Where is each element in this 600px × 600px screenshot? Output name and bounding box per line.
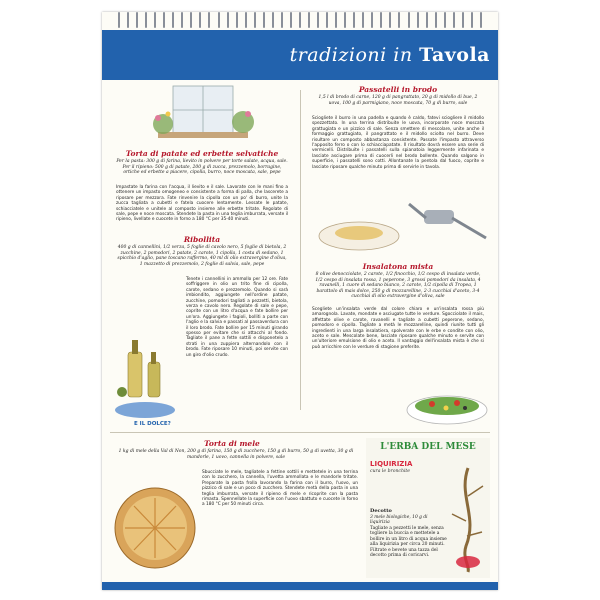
- erba-del-mese-title: L'ERBA DEL MESE: [380, 442, 476, 452]
- salad-bowl-illustration: [402, 384, 492, 429]
- torta-mele-text: Sbucciate le mele, tagliatele a fettine sottili e mettetele in una terrina con lo zucchero, la cannella, l'uvetta ammollata e le mandorle tritate. Preparate la pasta frolla lavorando la farina con il burro, l'uovo, un pizzico di sale e un poco di zucchero. Stendete metà della pasta in una teglia imburrata, versate il ripieno di mele e ricoprite con la pasta rimasta. Spennellate la superficie con l'uovo sbattuto e cuocete in forno a 180 °C per 50 minuti circa.: [202, 470, 358, 508]
- passatelli-title: Passatelli in brodo: [358, 85, 438, 94]
- section-divider: [110, 432, 490, 433]
- erba-del-mese-box: [366, 438, 490, 578]
- page-header: [102, 30, 498, 80]
- calendar-page: [102, 12, 498, 590]
- passatelli-illustration: [314, 198, 489, 258]
- oil-bottles-illustration: [110, 332, 180, 422]
- torta-mele-title: Torta di mele: [204, 439, 260, 448]
- column-divider: [300, 90, 301, 410]
- torta-patate-title: Torta di patate ed erbette selvatiche: [125, 149, 279, 158]
- insalatona-text: Scegliete un'insalata verde dal colore chiaro e un'insalata rossa più amarognola. Lavate, mondate e asciugate tutte le verdure. Sgocciolate il mais, affettate olive e carote, ravanelli e tagliate a cubetti peperone, sedano, pomodoro e cipolla. Tagliate a metà le mozzarelline, quindi riunite tutti gli ingredienti in una larga insalatiera, spolverate con le erbe e condite con olio, aceto e sale. Mescolate bene, lasciate riposare qualche minuto e servite con un'ulteriore emulsione di olio e aceto. Il vantaggio dell'insalata mista è che si può arricchire con le verdure di stagione preferite.: [312, 307, 484, 350]
- ribollita-title: Ribollita: [183, 235, 221, 244]
- title-suffix: Tavola: [419, 44, 490, 66]
- decotto-title: Decotto: [370, 508, 392, 514]
- insalatona-title: Insalatona mista: [362, 262, 434, 271]
- passatelli-text: Sciogliete il burro in una padella e quando è caldo, fatevi sciogliere il midollo spezzettato. In una terrina distribuite le uova, incorporate noce moscata grattugiata e un pizzico di sale. Senza smettere di mescolare, unite anche il formaggio grattugiato, il pangrattato e il midollo sciolto nel burro. Deve risultare un composto abbastanza consistente. Passate l'impasto attraverso l'apposito ferro o con lo schiacciapatate. Il risultato dovrà essere una serie di vermicelli. Distribuite i passatelli sulla spianatoia leggermente infarinata e lasciate asciugare prima di cuocerli nel brodo bollente. Quando salgono in superficie, i passatelli sono cotti. Allontanate la pentola dal fuoco, coprite e lasciate riposare qualche minuto prima di servirle in tavola.: [312, 116, 484, 170]
- decotto-ingredients: 3 mele biologiche, 10 g di liquirizia: [370, 515, 428, 525]
- herb-subtitle: cura le bronchite: [370, 469, 411, 474]
- torta-patate-text: Impastate la farina con l'acqua, il lievito e il sale. Lavorate con le mani fino a ottenere un impasto omogeneo e consistente a forma di palla, che lascerete a riposare per mezzora. Fate rinvenire la cipolla con un po' di burro, unite la zucca tagliata a cubetti e fatela cuocere lentamente. Lessate le patate, schiacciatele e unitele al composto insieme alle erbette tritate. Regolate di sale, pepe e noce moscata. Stendete la pasta in una teglia imburrata, versate il ripieno, livellate e cuocete in forno a 180 °C per 35-40 minuti.: [116, 185, 288, 223]
- decotto-text: Tagliate a pezzetti le mele, senza togliere la buccia e mettetele a bollire in un litro di acqua insieme alla liquirizia per circa 20 minuti. Filtrate e bevete una tazza del decotto prima di coricarvi.: [370, 526, 447, 559]
- herb-name: LIQUIRIZIA: [370, 460, 413, 468]
- ribollita-text: Tenete i cannellini in ammollo per 12 ore. Fate soffriggere in olio un trito fine di cipolla, carote, sedano e prezzemolo. Quando si sarà imbiondito, aggiungete nell'ordine patate, zucchine, pomodori tagliati a pezzetti, bietola, verza e cavolo nero. Regolate di sale e pepe, coprite con un litro d'acqua e fate bollire per un'ora. Aggiungete i fagioli, bolliti a parte con l'aglio e la salvia e passati al passaverdura con il loro brodo. Fate bollire per 15 minuti girando spesso per evitare che si attacchi al fondo. Tagliate il pane a fette sottili e disponetelo a strati in una zuppiera alternandolo con il brodo. Fate riposare 10 minuti, poi servite con un giro d'olio crudo.: [186, 277, 288, 358]
- torta-mele-ingredients: 1 kg di mele della Val di Non, 200 g di farina, 150 g di zucchero, 150 g di burro, 50 g di uvetta, 30 g di mandorle, 1 uovo, cannella in polvere, sale: [118, 449, 354, 460]
- bottom-bar: [102, 582, 498, 590]
- liquorice-root-illustration: [448, 466, 488, 574]
- passatelli-ingredients: 1,5 l di brodo di carne, 120 g di pangrattato, 20 g di midollo di bue, 2 uova, 100 g di parmigiano, noce moscata, 70 g di burro, sale: [318, 95, 478, 106]
- apple-pie-illustration: [110, 482, 200, 574]
- e-il-dolce-label: E IL DOLCE?: [134, 421, 171, 427]
- window-flowers-illustration: [118, 84, 288, 146]
- page-title: [290, 44, 490, 66]
- spiral-binding: [102, 12, 498, 30]
- ribollita-ingredients: 400 g di cannellini, 1/2 verza, 5 foglie di cavolo nero, 5 foglie di bietola, 2 zucchine, 2 pomodori, 2 patate, 2 carote, 1 cipolla, 1 costa di sedano, 1 spicchio d'aglio, pane toscano raffermo, 40 ml di olio extravergine d'oliva, 1 mazzetto di prezzemolo, 2 foglie di salvia, sale, pepe: [117, 245, 287, 267]
- title-prefix: tradizioni in: [289, 44, 413, 66]
- insalatona-ingredients: 8 olive denocciolate, 2 carote, 1/2 finocchio, 1/2 cespo di insalata verde, 1/2 cespo di insalata rossa, 1 peperone, 3 grossi pomodori da insalata, 4 ravanelli, 1 cuore di sedano bianco, 2 carote, 1/2 cipolla di Tropea, 1 barattolo di mais dolce, 250 g di mozzarelline, 2-3 cucchiai d'aceto, 3-4 cucchiai di olio extravergine d'oliva, sale: [315, 272, 481, 300]
- torta-patate-ingredients: Per la pasta: 300 g di farina, lievito in polvere per torte salate, acqua, sale. Per il ripieno: 500 g di patate, 200 g di zucca, prezzemolo, borragine, ortiche ed erbette a piacere, cipolla, burro, noce moscata, sale, pepe: [116, 159, 288, 176]
